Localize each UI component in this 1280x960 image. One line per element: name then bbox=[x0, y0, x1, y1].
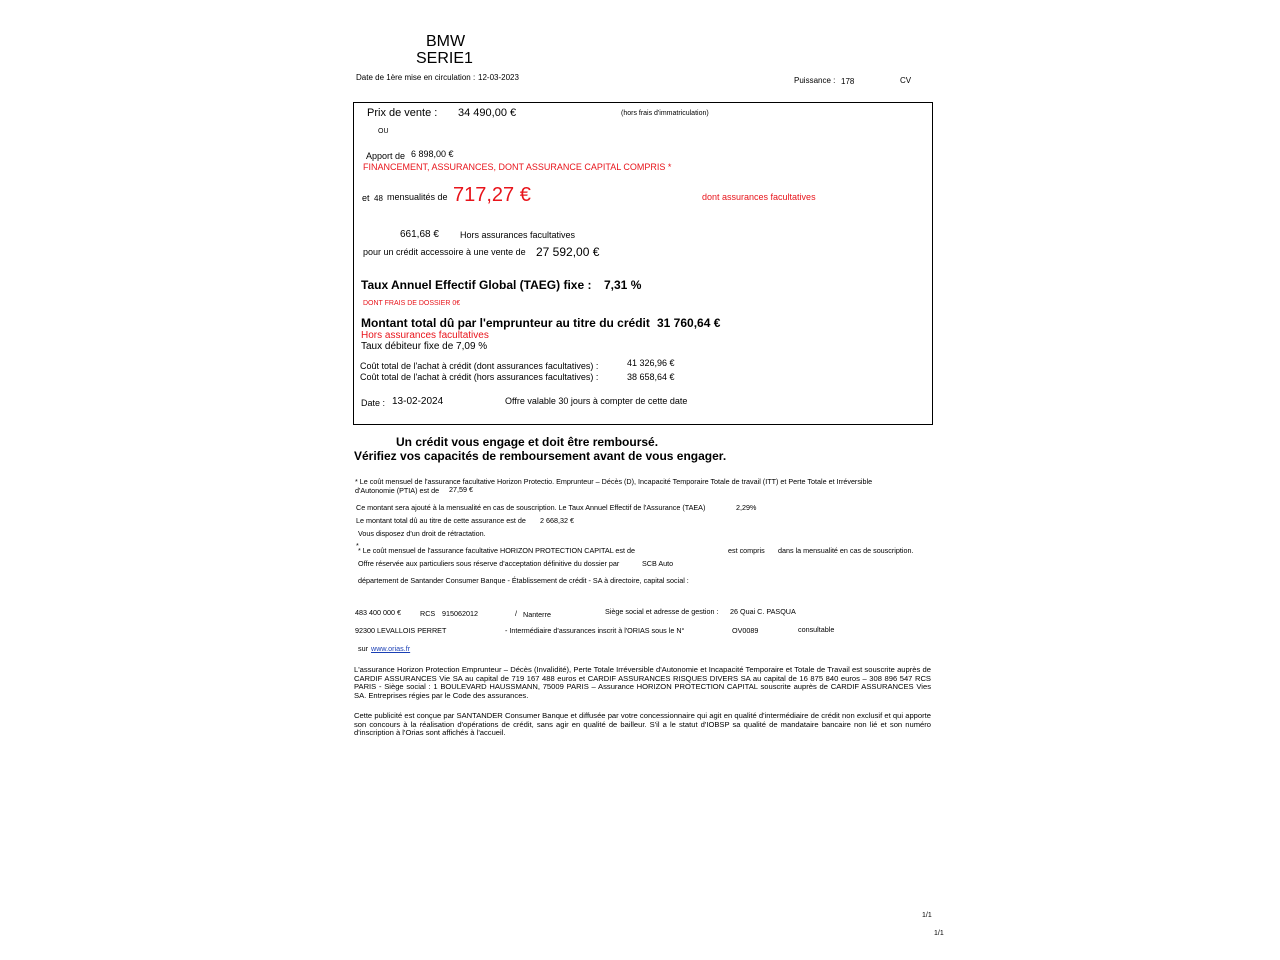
rcs-label: RCS bbox=[420, 609, 436, 618]
warning-line-2: Vérifiez vos capacités de remboursement avant de vous engager. bbox=[354, 449, 727, 463]
deposit-label: Apport de bbox=[366, 151, 406, 161]
insurance-monthly-line-1: * Le coût mensuel de l'assurance facultative Horizon Protectio. Emprunteur – Décès (D), Incapacité Temporaire Totale de travail (ITT) et Perte Totale et Irréversible bbox=[355, 477, 873, 486]
total-due-label: Montant total dû par l'emprunteur au titre du crédit bbox=[361, 316, 650, 330]
insurance-monthly-line-2: d'Autonomie (PTIA) est de bbox=[355, 486, 440, 495]
total-insurance-value: 2 668,32 € bbox=[540, 516, 574, 525]
total-insurance-label: Le montant total dû au titre de cette assurance est de bbox=[356, 516, 526, 525]
and-label: et bbox=[362, 193, 370, 203]
added-to-monthly-line: Ce montant sera ajouté à la mensualité en cas de souscription. Le Taux Annuel Effectif de l'Assurance (TAEA) bbox=[356, 503, 706, 512]
capital-insurance-line: * Le coût mensuel de l'assurance facultative HORIZON PROTECTION CAPITAL est de bbox=[358, 546, 635, 555]
warning-line-1: Un crédit vous engage et doit être remboursé. bbox=[396, 435, 659, 449]
capital-star: * bbox=[356, 541, 359, 550]
capital-amount: 483 400 000 € bbox=[355, 608, 401, 617]
first-registration-date: 12-03-2023 bbox=[478, 73, 519, 82]
financing-note: FINANCEMENT, ASSURANCES, DONT ASSURANCE CAPITAL COMPRIS * bbox=[363, 162, 672, 172]
consultable-label: consultable bbox=[798, 625, 835, 634]
hq-city: 92300 LEVALLOIS PERRET bbox=[355, 626, 447, 635]
total-due-value: 31 760,64 € bbox=[657, 316, 721, 330]
price-label: Prix de vente : bbox=[367, 107, 438, 119]
cost-without-insurance-value: 38 658,64 € bbox=[627, 372, 675, 382]
department-line: département de Santander Consumer Banque - Établissement de crédit - SA à directoire, capital social : bbox=[358, 576, 689, 585]
scb-auto: SCB Auto bbox=[642, 559, 674, 568]
retraction-line: Vous disposez d'un droit de rétractation. bbox=[358, 529, 486, 538]
capital-included: est compris bbox=[728, 546, 765, 555]
vehicle-model: SERIE1 bbox=[416, 50, 473, 67]
page-number-2: 1/1 bbox=[934, 930, 944, 937]
orias-line: - Intermédiaire d'assurances inscrit à l'ORIAS sous le N° bbox=[505, 626, 685, 635]
validity-note: Offre valable 30 jours à compter de cette date bbox=[505, 396, 688, 406]
date-value: 13-02-2024 bbox=[392, 396, 444, 407]
power-value: 178 bbox=[841, 77, 855, 86]
santander-paragraph: Cette publicité est conçue par SANTANDER Consumer Banque et diffusée par votre concessionnaire qui agit en qualité d'intermédiaire de crédit non exclusif et qui apporte son concours à la réalisation d'opérations de crédit, sans agir en qualité de bailleur. S'il a le statut d'IOBSP sa qualité de mandataire bancaire non lié et son numéro d'inscription à l'Orias sont affichés à l'accueil. bbox=[354, 711, 931, 738]
cost-without-insurance-label: Coût total de l'achat à crédit (hors assurances facultatives) : bbox=[360, 372, 599, 382]
monthly-value: 717,27 € bbox=[453, 184, 531, 206]
debit-rate: Taux débiteur fixe de 7,09 % bbox=[361, 341, 488, 352]
rcs-city: Nanterre bbox=[523, 610, 551, 619]
on-label: sur bbox=[358, 644, 368, 653]
cardif-paragraph: L'assurance Horizon Protection Emprunteur – Décès (Invalidité), Perte Totale Irréversible d'Autonomie et Incapacité Temporaire et Totale de Travail est souscrite auprès de CARDIF ASSURANCES Vie SA au capital de 719 167 488 euros et CARDIF ASSURANCES RISQUES DIVERS SA au capital de 16 875 840 euros – 308 896 547 RCS PARIS - Siège social : 1 BOULEVARD HAUSSMANN, 75009 PARIS – Assurance HORIZON PROTECTION CAPITAL souscrite auprès de CARDIF ASSURANCES Vies SA. Entreprises régies par le Code des assurances. bbox=[354, 665, 931, 700]
power-label: Puissance : bbox=[794, 76, 836, 85]
hq-address: 26 Quai C. PASQUA bbox=[730, 607, 796, 616]
vehicle-brand: BMW bbox=[426, 33, 466, 50]
optional-insurance-included: dont assurances facultatives bbox=[702, 192, 816, 202]
page-number-1: 1/1 bbox=[922, 912, 932, 919]
capital-in-monthly: dans la mensualité en cas de souscription. bbox=[778, 546, 914, 555]
taea-value: 2,29% bbox=[736, 503, 757, 512]
file-fees: DONT FRAIS DE DOSSIER 0€ bbox=[363, 300, 461, 307]
rcs-number: 915062012 bbox=[442, 609, 478, 618]
price-value: 34 490,00 € bbox=[458, 107, 517, 119]
or-label: OU bbox=[378, 128, 389, 135]
orias-link[interactable]: www.orias.fr bbox=[371, 644, 411, 653]
insurance-monthly-value: 27,59 € bbox=[449, 485, 473, 494]
deposit-value: 6 898,00 € bbox=[411, 149, 454, 159]
cost-with-insurance-label: Coût total de l'achat à crédit (dont assurances facultatives) : bbox=[360, 361, 599, 371]
total-due-note: Hors assurances facultatives bbox=[361, 330, 489, 341]
orias-number: OV0089 bbox=[732, 626, 759, 635]
monthly-label: mensualités de bbox=[387, 192, 448, 202]
taeg-label: Taux Annuel Effectif Global (TAEG) fixe : bbox=[361, 278, 592, 292]
date-label: Date : bbox=[361, 398, 386, 408]
price-note: (hors frais d'immatriculation) bbox=[621, 110, 709, 117]
reserved-offer-line: Offre réservée aux particuliers sous réserve d'acceptation définitive du dossier par bbox=[358, 559, 620, 568]
credit-sale-label: pour un crédit accessoire à une vente de bbox=[363, 247, 526, 257]
hq-label: Siège social et adresse de gestion : bbox=[605, 607, 719, 616]
credit-sale-value: 27 592,00 € bbox=[536, 245, 600, 259]
rcs-slash: / bbox=[515, 609, 517, 618]
first-registration-label: Date de 1ère mise en circulation : bbox=[356, 73, 476, 82]
power-unit: CV bbox=[900, 76, 912, 85]
taeg-value: 7,31 % bbox=[604, 278, 642, 292]
monthly-without-insurance: 661,68 € bbox=[400, 229, 439, 240]
cost-with-insurance-value: 41 326,96 € bbox=[627, 358, 675, 368]
without-insurance-label: Hors assurances facultatives bbox=[460, 230, 576, 240]
months-count: 48 bbox=[374, 194, 383, 203]
